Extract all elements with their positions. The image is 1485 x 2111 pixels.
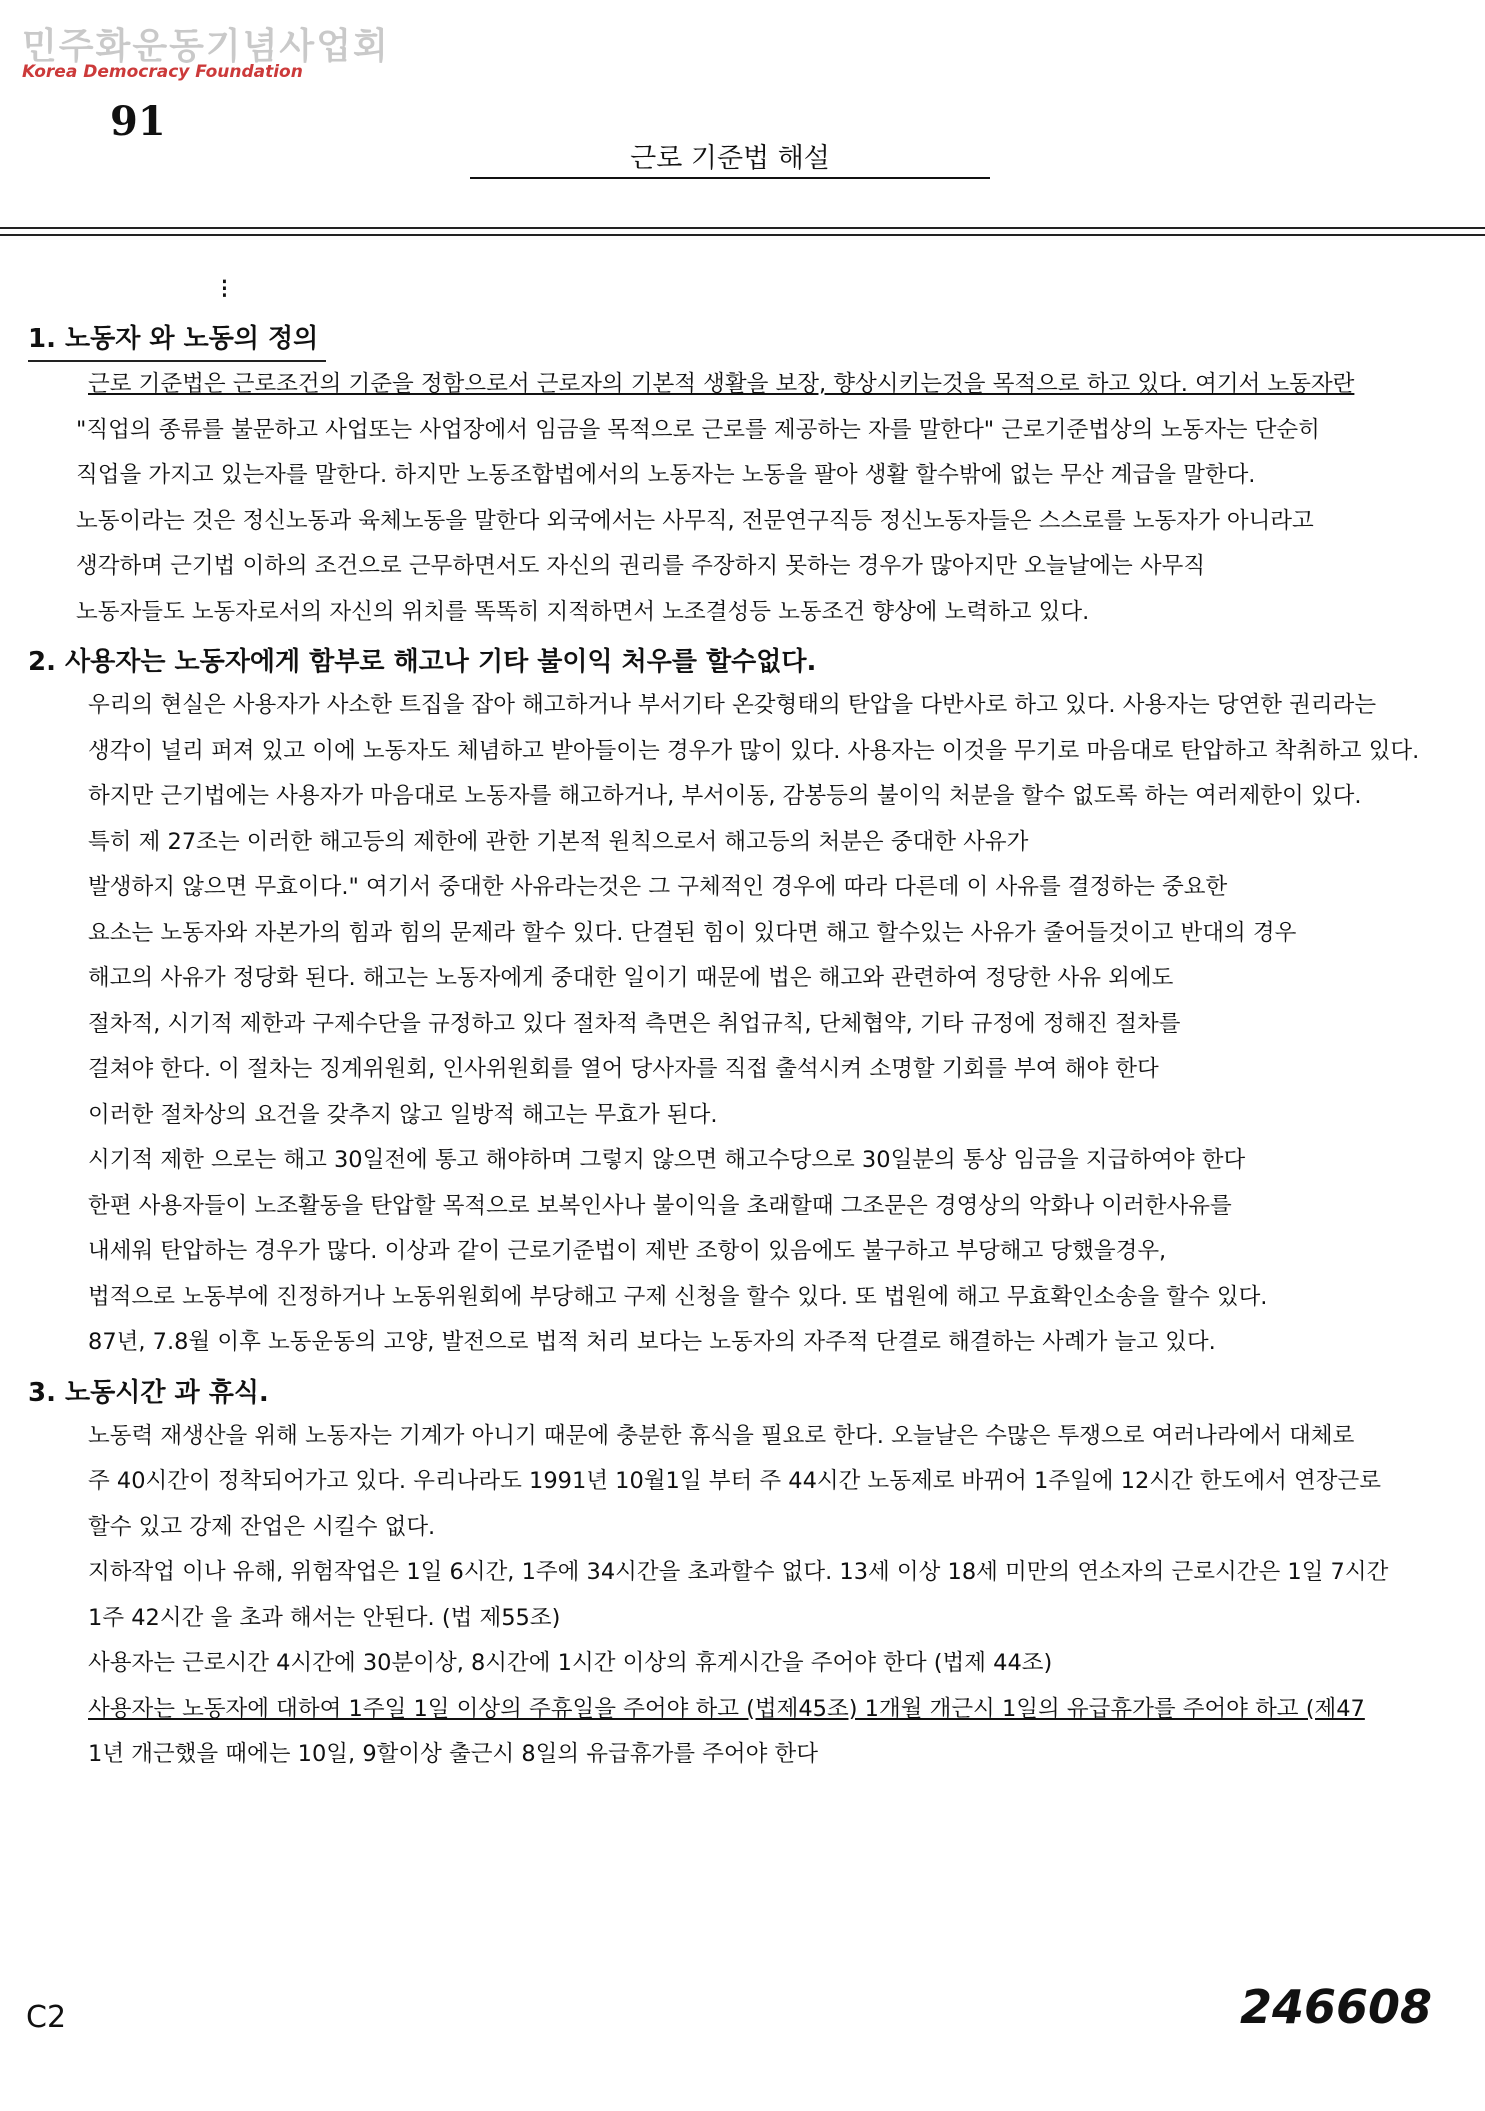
header-rule-bottom	[0, 234, 1485, 236]
margin-note: C2	[26, 2000, 67, 2035]
section-2	[28, 641, 1448, 1366]
section-3-line: 할수 있고 강제 잔업은 시킬수 없다.	[88, 1513, 436, 1540]
watermark-english: Korea Democracy Foundation	[22, 62, 303, 82]
section-2-line: 하지만 근기법에는 사용자가 마음대로 노동자를 해고하거나, 부서이동, 감봉등의 불이익 처분을 할수 없도록 하는 여러제한이 있다.	[88, 783, 1362, 809]
section-1-heading: 1. 노동자 와 노동의 정의	[28, 318, 326, 362]
section-1-line: 노동이라는 것은 정신노동과 육체노동을 말한다 외국에서는 사무직, 전문연구직등 정신노동자들은 스스로를 노동자가 아니라고	[76, 507, 1314, 534]
section-3-line: 1년 개근했을 때에는 10일, 9할이상 출근시 8일의 유급휴가를 주어야 한다	[88, 1741, 818, 1767]
section-3-line: 사용자는 근로시간 4시간에 30분이상, 8시간에 1시간 이상의 휴게시간을 주어야 한다 (법제 44조)	[88, 1650, 1053, 1676]
section-2-line: 생각이 널리 퍼져 있고 이에 노동자도 체념하고 받아들이는 경우가 많이 있다. 사용자는 이것을 무기로 마음대로 탄압하고 착취하고 있다.	[88, 737, 1420, 764]
section-2-line: 해고의 사유가 정당화 된다. 해고는 노동자에게 중대한 일이기 때문에 법은 해고와 관련하여 정당한 사유 외에도	[88, 965, 1174, 991]
section-2-line: 이러한 절차상의 요건을 갖추지 않고 일방적 해고는 무효가 된다.	[88, 1101, 718, 1128]
section-2-line: 특히 제 27조는 이러한 해고등의 제한에 관한 기본적 원칙으로서 해고등의 처분은 중대한 사유가	[88, 828, 1029, 855]
section-2-line: 시기적 제한 으로는 해고 30일전에 통고 해야하며 그렇지 않으면 해고수당으로 30일분의 통상 임금을 지급하여야 한다	[88, 1147, 1246, 1173]
section-1-line: "직업의 종류를 불문하고 사업또는 사업장에서 임금을 목적으로 근로를 제공하는 자를 말한다" 근로기준법상의 노동자는 단순히	[76, 416, 1320, 443]
section-1-line: 직업을 가지고 있는자를 말한다. 하지만 노동조합법에서의 노동자는 노동을 팔아 생활 할수밖에 없는 무산 계급을 말한다.	[76, 462, 1256, 488]
header-rule-top	[0, 227, 1485, 229]
section-2-line: 절차적, 시기적 제한과 구제수단을 규정하고 있다 절차적 측면은 취업규칙, 단체협약, 기타 규정에 정해진 절차를	[88, 1010, 1181, 1037]
section-2-line: 법적으로 노동부에 진정하거나 노동위원회에 부당해고 구제 신청을 할수 있다. 또 법원에 해고 무효확인소송을 할수 있다.	[88, 1283, 1268, 1310]
section-2-line: 내세워 탄압하는 경우가 많다. 이상과 같이 근로기준법이 제반 조항이 있음에도 불구하고 부당해고 당했을경우,	[88, 1238, 1167, 1264]
section-3-line: 사용자는 노동자에 대하여 1주일 1일 이상의 주휴일을 주어야 하고 (법제45조) 1개월 개근시 1일의 유급휴가를 주어야 하고 (제47	[88, 1695, 1365, 1722]
section-2-line: 요소는 노동자와 자본가의 힘과 힘의 문제라 할수 있다. 단결된 힘이 있다면 해고 할수있는 사유가 줄어들것이고 반대의 경우	[88, 919, 1297, 946]
section-3-heading: 3. 노동시간 과 휴식.	[28, 1377, 269, 1408]
section-1-line: 근로 기준법은 근로조건의 기준을 정함으로서 근로자의 기본적 생활을 보장, 향상시키는것을 목적으로 하고 있다. 여기서 노동자란	[88, 371, 1355, 397]
section-3-line: 노동력 재생산을 위해 노동자는 기계가 아니기 때문에 충분한 휴식을 필요로 한다. 오늘날은 수많은 투쟁으로 여러나라에서 대체로	[88, 1422, 1355, 1449]
section-3-line: 주 40시간이 정착되어가고 있다. 우리나라도 1991년 10월1일 부터 주 44시간 노동제로 바뀌어 1주일에 12시간 한도에서 연장근로	[88, 1468, 1381, 1494]
section-3-line: 1주 42시간 을 초과 해서는 안된다. (법 제55조)	[88, 1604, 561, 1631]
section-1-line: 생각하며 근기법 이하의 조건으로 근무하면서도 자신의 권리를 주장하지 못하는 경우가 많아지만 오늘날에는 사무직	[76, 553, 1206, 579]
document-id: 246608	[1240, 1980, 1433, 2034]
watermark-korean: 민주화운동기념사업회	[22, 26, 390, 67]
stray-mark: ⁝	[220, 272, 229, 305]
section-1	[28, 312, 1448, 635]
section-2-line: 한편 사용자들이 노조활동을 탄압할 목적으로 보복인사나 불이익을 초래할때 그조문은 경영상의 악화나 이러한사유를	[88, 1192, 1232, 1219]
section-1-line: 노동자들도 노동자로서의 자신의 위치를 똑똑히 지적하면서 노조결성등 노동조건 향상에 노력하고 있다.	[76, 598, 1090, 625]
section-2-line: 걸쳐야 한다. 이 절차는 징계위원회, 인사위원회를 열어 당사자를 직접 출석시켜 소명할 기회를 부여 해야 한다	[88, 1056, 1159, 1082]
document-body	[28, 312, 1448, 2082]
section-2-line: 발생하지 않으면 무효이다." 여기서 중대한 사유라는것은 그 구체적인 경우에 따라 다른데 이 사유를 결정하는 중요한	[88, 874, 1228, 900]
section-2-heading: 2. 사용자는 노동자에게 함부로 해고나 기타 불이익 처우를 할수없다.	[28, 647, 817, 677]
section-3	[28, 1372, 1448, 1778]
section-2-line: 87년, 7.8월 이후 노동운동의 고양, 발전으로 법적 처리 보다는 노동자의 자주적 단결로 해결하는 사례가 늘고 있다.	[88, 1329, 1216, 1355]
document-title: 근로 기준법 해설	[470, 136, 990, 179]
section-2-line: 우리의 현실은 사용자가 사소한 트집을 잡아 해고하거나 부서기타 온갖형태의 탄압을 다반사로 하고 있다. 사용자는 당연한 권리라는	[88, 692, 1377, 718]
section-3-line: 지하작업 이나 유해, 위험작업은 1일 6시간, 1주에 34시간을 초과할수 없다. 13세 이상 18세 미만의 연소자의 근로시간은 1일 7시간	[88, 1559, 1389, 1585]
page-number: 91	[110, 98, 166, 145]
